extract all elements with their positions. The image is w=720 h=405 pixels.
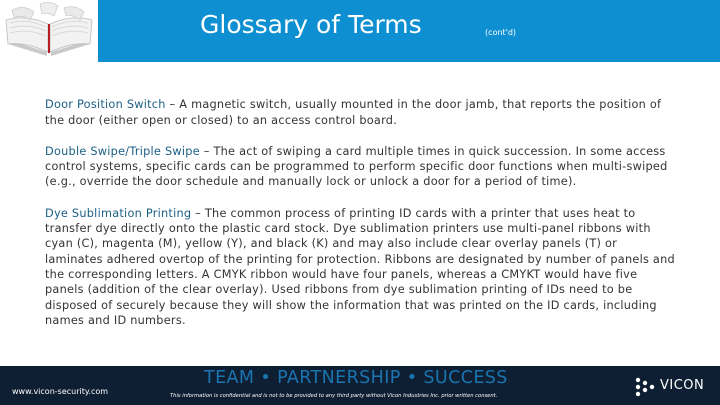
footer-tagline: TEAM • PARTNERSHIP • SUCCESS [204, 368, 508, 388]
header-bar [0, 0, 720, 62]
vicon-logo-icon [634, 376, 658, 398]
glossary-entry [45, 97, 677, 128]
footer-bar [0, 366, 720, 405]
confidentiality-note: This information is confidential and is not to be provided to any third party without Vicon Industries Inc. prior written consent. [170, 393, 498, 399]
logo-wordmark: VICON [660, 378, 705, 393]
page-subtitle: (cont'd) [485, 28, 517, 37]
glossary-definition: – The act of swiping a card multiple times in quick succession. In some access control systems, specific cards can be programmed to perform specific door functions when multi-swiped (e.g., override the door schedule and manually lock or unlock a door for a period of time). [45, 144, 668, 189]
glossary-definition: – The common process of printing ID cards with a printer that uses heat to transfer dye directly onto the plastic card stock. Dye sublimation printers use multi-panel ribbons with cyan (C), magenta (M), yellow (Y), and black (K) and may also include clear overlay panels (T) or laminates adhered overtop of the printing for protection. Ribbons are designated by number of panels and the corresponding letters. A CMYK ribbon would have four panels, whereas a CMYKT would have five panels (addition of the clear overlay). Used ribbons from dye sublimation printing of IDs need to be disposed of securely because they will show the information that was printed on the ID cards, including names and ID numbers. [45, 206, 675, 327]
glossary-entries [45, 86, 677, 344]
glossary-term: Double Swipe/Triple Swipe [45, 144, 200, 158]
page-title: Glossary of Terms [200, 10, 422, 39]
glossary-entry [45, 206, 677, 328]
open-book-icon [0, 0, 98, 62]
glossary-entry [45, 144, 677, 190]
glossary-term: Dye Sublimation Printing [45, 206, 192, 220]
glossary-term: Door Position Switch [45, 98, 166, 112]
glossary-definition: – A magnetic switch, usually mounted in the door jamb, that reports the position of the door (either open or closed) to an access control board. [45, 98, 662, 127]
book-illustration [0, 0, 98, 62]
footer-url-link[interactable]: www.vicon-security.com [12, 387, 109, 396]
